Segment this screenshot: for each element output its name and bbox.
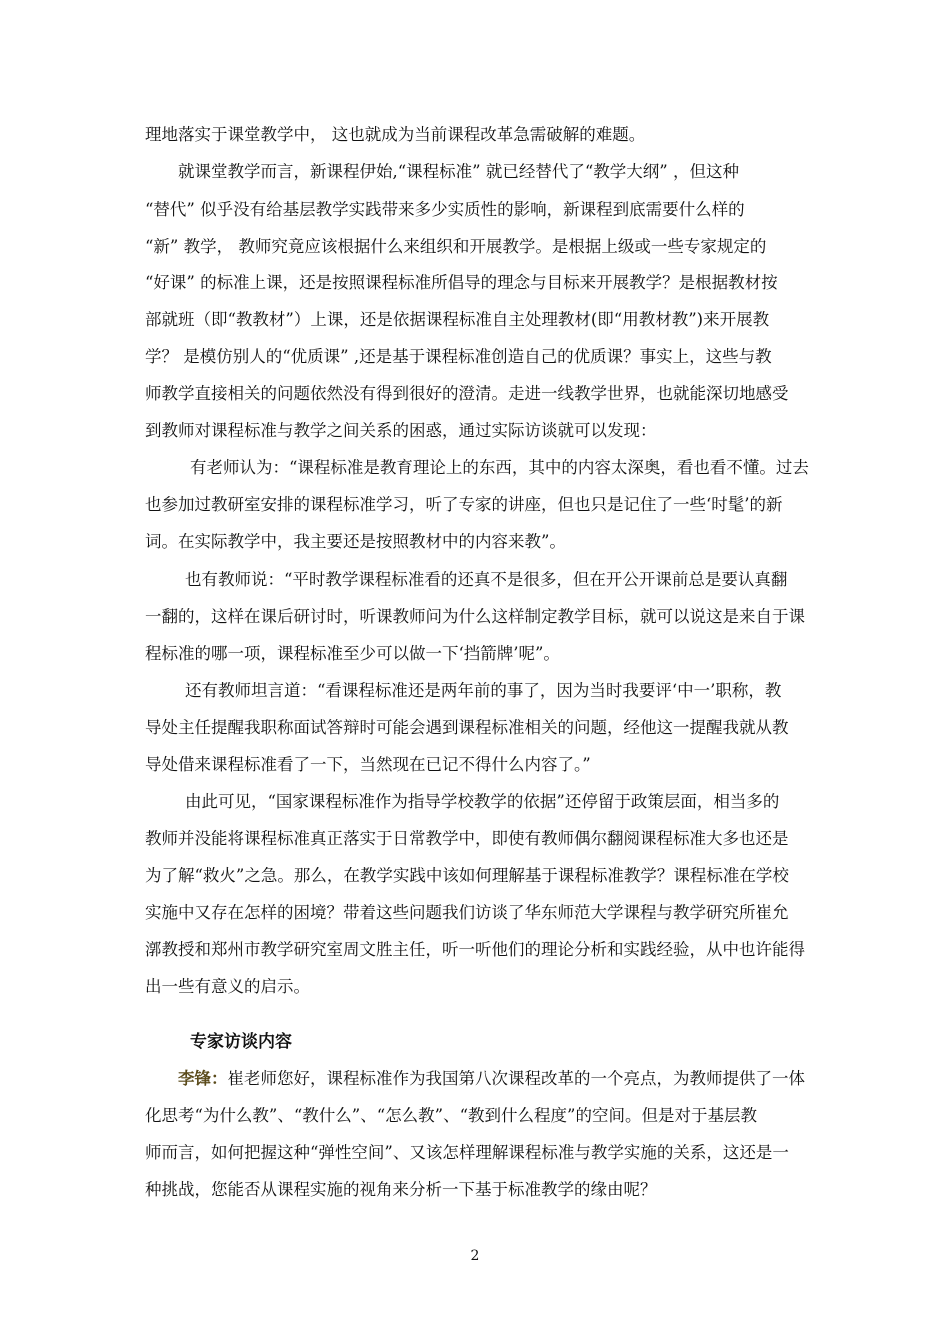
text-line: 理地落实于课堂教学中， 这也就成为当前课程改革急需破解的难题。	[145, 125, 646, 144]
page-number: 2	[470, 1248, 480, 1264]
text-line: 程标准的哪一项，课程标准至少可以做一下‘挡箭牌’呢”。	[145, 644, 560, 663]
text-line: 有老师认为：“课程标准是教育理论上的东西，其中的内容太深奥，看也看不懂。过去	[190, 458, 809, 477]
section-heading: 专家访谈内容	[190, 1032, 292, 1052]
text-line: 学？ 是模仿别人的“优质课” ,还是基于课程标准创造自己的优质课？事实上，这些与教	[145, 347, 772, 366]
speaker-label: 李锋：	[178, 1069, 228, 1088]
text-line: “替代” 似乎没有给基层教学实践带来多少实质性的影响，新课程到底需要什么样的	[145, 200, 745, 219]
text-line: 就课堂教学而言，新课程伊始,“课程标准” 就已经替代了“教学大纲” ，但这种	[178, 162, 739, 181]
interview-first-line	[178, 1068, 805, 1090]
text-line: 部就班（即“教教材”）上课，还是依据课程标准自主处理教材(即“用教材教”)来开展教	[145, 310, 770, 329]
text-line: 出一些有意义的启示。	[145, 977, 310, 996]
interview-text: 崔老师您好，课程标准作为我国第八次课程改革的一个亮点，为教师提供了一体	[227, 1069, 805, 1088]
text-line: 还有教师坦言道：“看课程标准还是两年前的事了，因为当时我要评‘中一’职称，教	[185, 681, 782, 700]
text-line: 化思考“为什么教”、“教什么”、“怎么教”、“教到什么程度”的空间。但是对于基层教	[145, 1106, 757, 1125]
text-line: “好课” 的标准上课，还是按照课程标准所倡导的理念与目标来开展教学？是根据教材按	[145, 273, 778, 292]
text-line: 教师并没能将课程标准真正落实于日常教学中，即使有教师偶尔翻阅课程标准大多也还是	[145, 829, 789, 848]
text-line: 种挑战，您能否从课程实施的视角来分析一下基于标准教学的缘由呢？	[145, 1180, 657, 1199]
text-line: 漷教授和郑州市教学研究室周文胜主任，听一听他们的理论分析和实践经验，从中也许能得	[145, 940, 805, 959]
text-line: 到教师对课程标准与教学之间关系的困惑，通过实际访谈就可以发现：	[145, 421, 657, 440]
text-line: 师而言，如何把握这种“弹性空间”、又该怎样理解课程标准与教学实施的关系，这还是一	[145, 1143, 789, 1162]
text-line: 实施中又存在怎样的困境？带着这些问题我们访谈了华东师范大学课程与教学研究所崔允	[145, 903, 789, 922]
text-line: 为了解“救火”之急。那么，在教学实践中该如何理解基于课程标准教学？课程标准在学校	[145, 866, 789, 885]
text-line: 由此可见，“国家课程标准作为指导学校教学的依据”还停留于政策层面，相当多的	[185, 792, 780, 811]
text-line: 导处主任提醒我职称面试答辩时可能会遇到课程标准相关的问题，经他这一提醒我就从教	[145, 718, 789, 737]
text-line: 也参加过教研室安排的课程标准学习，听了专家的讲座，但也只是记住了一些‘时髦’的新	[145, 495, 783, 514]
text-line: 也有教师说：“平时教学课程标准看的还真不是很多，但在开公开课前总是要认真翻	[185, 570, 788, 589]
text-line: 一翻的，这样在课后研讨时，听课教师问为什么这样制定教学目标，就可以说这是来自于课	[145, 607, 805, 626]
text-line: 词。在实际教学中，我主要还是按照教材中的内容来教”。	[145, 532, 566, 551]
text-line: 师教学直接相关的问题依然没有得到很好的澄清。走进一线教学世界，也就能深切地感受	[145, 384, 789, 403]
text-line: 导处借来课程标准看了一下，当然现在已记不得什么内容了。”	[145, 755, 591, 774]
text-line: “新” 教学， 教师究竟应该根据什么来组织和开展教学。是根据上级或一些专家规定的	[145, 237, 767, 256]
